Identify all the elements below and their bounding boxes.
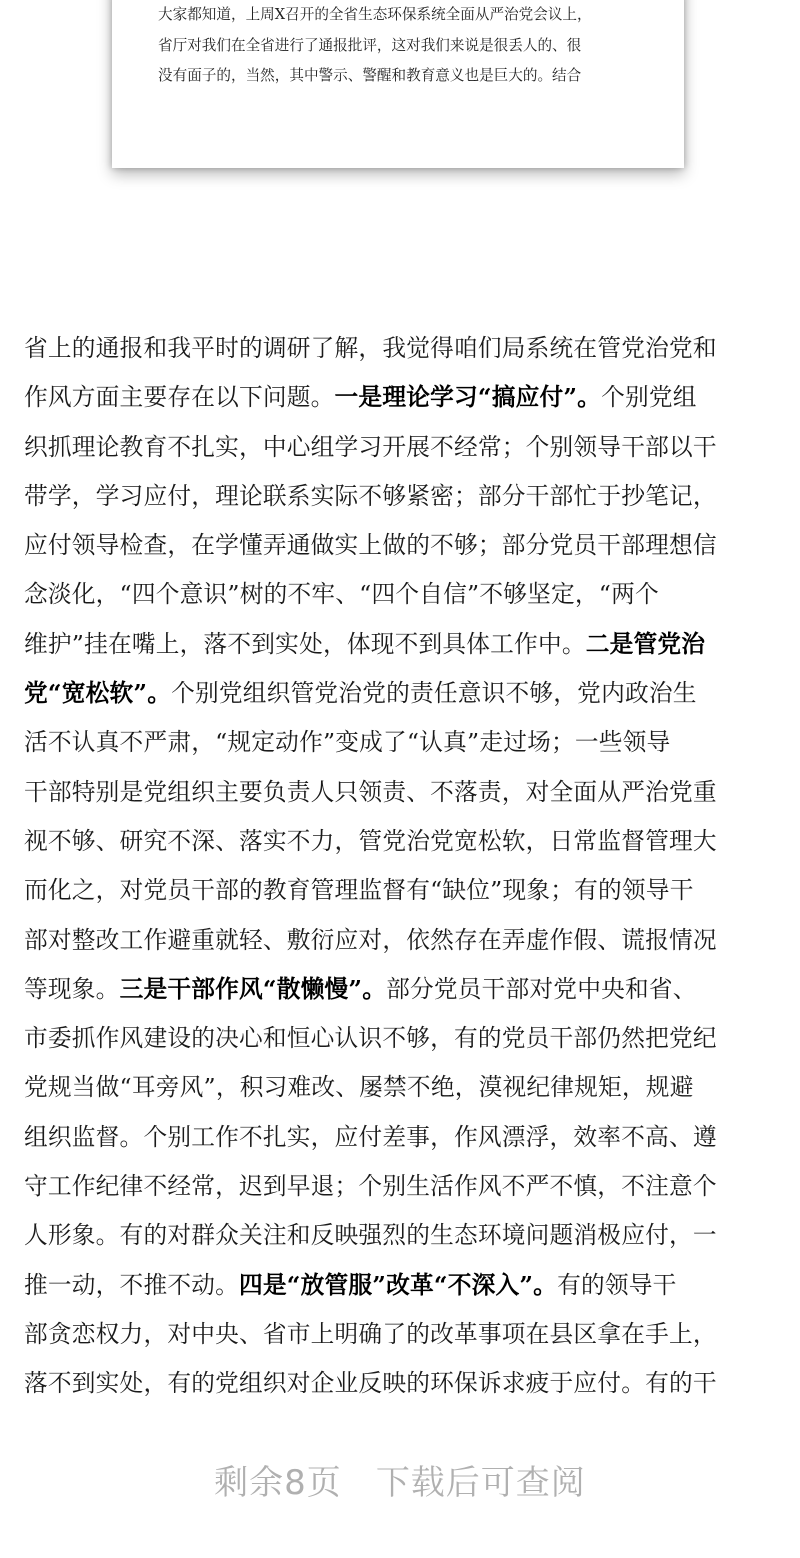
text-run: 活不认真不严肃，“规定动作”变成了“认真”走过场；一些领导 (24, 728, 671, 757)
text-run: 党规当做“耳旁风”，积习难改、屡禁不绝，漠视纪律规矩，规避 (24, 1073, 694, 1102)
text-run: 个别党组 (601, 383, 697, 412)
bold-heading-run: 一是理论学习“搞应付”。 (334, 383, 602, 412)
text-run: 维护”挂在嘴上，落不到实处，体现不到具体工作中。 (24, 629, 586, 658)
body-line (24, 423, 784, 472)
body-line (24, 817, 784, 866)
bold-heading-run: 二是管党治 (585, 629, 706, 658)
page-preview-card (112, 0, 684, 168)
text-run: 市委抓作风建设的决心和恒心认识不够，有的党员干部仍然把党纪 (24, 1024, 717, 1053)
body-line (24, 669, 784, 718)
text-run: 织抓理论教育不扎实，中心组学习开展不经常；个别领导干部以干 (24, 432, 717, 461)
body-line (24, 768, 784, 817)
text-run: 个别党组织管党治党的责任意识不够，党内政治生 (171, 679, 697, 708)
body-line (24, 1310, 784, 1359)
text-run: 等现象。 (24, 974, 120, 1003)
body-line (24, 866, 784, 915)
text-run: 部分党员干部对党中央和省、 (386, 974, 697, 1003)
download-prompt[interactable] (0, 1455, 800, 1504)
body-line (24, 324, 784, 373)
body-line (24, 718, 784, 767)
body-line (24, 1113, 784, 1162)
text-run: 省上的通报和我平时的调研了解，我觉得咱们局系统在管党治党和 (24, 334, 717, 362)
body-line (24, 620, 784, 669)
text-run: 作风方面主要存在以下问题。 (24, 383, 335, 412)
text-run: 部对整改工作避重就轻、敷衍应对，依然存在弄虚作假、谎报情况 (24, 925, 717, 954)
text-run: 带学，学习应付，理论联系实际不够紧密；部分干部忙于抄笔记， (24, 481, 717, 510)
body-line (24, 373, 784, 422)
body-line (24, 1014, 784, 1063)
preview-line: 省厅对我们在全省进行了通报批评，这对我们来说是很丢人的、很 (158, 36, 582, 54)
text-run: 视不够、研究不深、落实不力，管党治党宽松软，日常监督管理大 (24, 826, 717, 855)
download-action-label: 下载后可查阅 (375, 1463, 586, 1503)
body-line (24, 1063, 784, 1112)
body-line (24, 1162, 784, 1211)
body-line (24, 1261, 784, 1310)
body-line (24, 916, 784, 965)
bold-heading-run: 党“宽松软”。 (24, 679, 172, 708)
text-run: 应付领导检查，在学懂弄通做实上做的不够；部分党员干部理想信 (24, 531, 717, 560)
text-run: 守工作纪律不经常，迟到早退；个别生活作风不严不慎，不注意个 (24, 1172, 717, 1201)
text-run: 而化之，对党员干部的教育管理监督有“缺位”现象；有的领导干 (24, 876, 694, 905)
body-line (24, 1211, 784, 1260)
body-line (24, 521, 784, 570)
preview-line: 大家都知道，上周X召开的全省生态环保系统全面从严治党会议上， (158, 6, 592, 23)
bold-heading-run: 四是“放管服”改革“不深入”。 (239, 1270, 558, 1299)
remaining-pages-label: 剩余8页 (214, 1463, 342, 1503)
bold-heading-run: 三是干部作风“散懒慢”。 (119, 974, 387, 1003)
text-run: 落不到实处，有的党组织对企业反映的环保诉求疲于应付。有的干 (24, 1369, 717, 1398)
body-line (24, 965, 784, 1014)
text-run: 组织监督。个别工作不扎实，应付差事，作风漂浮，效率不高、遵 (24, 1122, 717, 1151)
preview-line: 没有面子的，当然，其中警示、警醒和教育意义也是巨大的。结合 (158, 67, 582, 84)
text-run: 推一动，不推不动。 (24, 1270, 239, 1299)
text-run: 人形象。有的对群众关注和反映强烈的生态环境问题消极应付，一 (24, 1221, 717, 1250)
document-body (24, 324, 784, 1409)
body-line (24, 570, 784, 619)
body-line (24, 1359, 784, 1408)
preview-text (158, 0, 658, 92)
text-run: 有的领导干 (557, 1270, 677, 1299)
text-run: 部贪恋权力，对中央、省市上明确了的改革事项在县区拿在手上， (24, 1319, 717, 1348)
text-run: 念淡化，“四个意识”树的不牢、“四个自信”不够坚定，“两个 (24, 580, 659, 609)
text-run: 干部特别是党组织主要负责人只领责、不落责，对全面从严治党重 (24, 777, 717, 806)
body-line (24, 472, 784, 521)
